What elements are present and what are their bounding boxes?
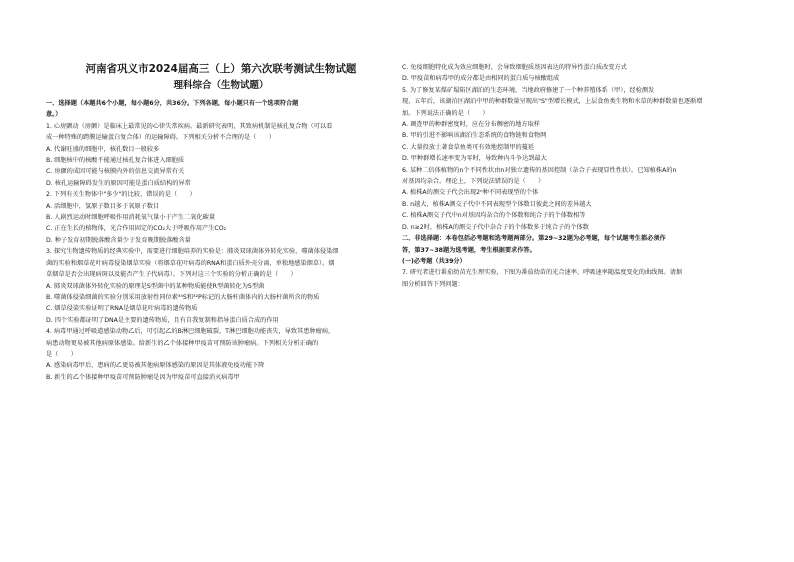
text-line: 3. 探究生物遗传物质的经典实验中，需要进行细胞培养的实验是：肺炎双球菌体外转化实验、噬菌体侵染细 — [46, 248, 339, 256]
text-line: 是（ ） — [46, 350, 77, 358]
page-subtitle: 理科综合（生物试题） — [173, 80, 269, 91]
right-column — [402, 62, 752, 290]
text-line: C. 植株A测交子代中n对基因均杂合的个体数和纯合子的个体数相等 — [402, 212, 586, 220]
text-line: A. 肺炎双球菌体外转化实验的原理是S型菌中的某种物质能使R型菌转化为S型菌 — [46, 282, 265, 290]
left-text-block — [46, 98, 396, 383]
text-line: 4. 病毒甲通过呼吸道感染动物乙后，可引起乙的B淋巴细胞破裂，T淋巴细胞功能丧失，导致其患肿瘤病， — [46, 328, 335, 336]
text-line: B. 甲的引进不影响该湖泊生态系统的食物链和食物网 — [402, 132, 547, 140]
text-line: A. 代谢旺盛的细胞中，核孔数目一般较多 — [46, 145, 160, 153]
text-line: D. 甲种群增长速率变为零时，导致种内斗争达到最大 — [402, 155, 547, 163]
text-line: 1. 心房颤动（房颤）是临床上最常见的心律失常疾病。最新研究表明，其致病机制是核孔复合物（可以看 — [46, 122, 333, 130]
text-line: 2. 下列有关生物体中"多少"的比较，错误的是（ ） — [46, 191, 196, 199]
text-line: C. 正在生长的植物体，光合作用固定的CO₂大于呼吸作用产生CO₂ — [46, 225, 227, 233]
text-line: B. 噬菌体侵染细菌的实验分别采用放射性同位素³⁵S和³²P标记的大肠杆菌体内的大肠杆菌所含的物质 — [46, 293, 320, 301]
text-line: B. 新生的乙个体接种甲疫苗可预防肿瘤是因为甲疫苗可直接消灭病毒甲 — [46, 373, 240, 381]
text-line: B. 细胞核中的核酸不能通过核孔复合体进入细胞质 — [46, 157, 185, 165]
text-line: C. 免疫细胞特化成为效应细胞时，会导致细胞质基因表达的特异性蛋白质改变方式 — [402, 64, 627, 71]
text-line: B. n越大，植株A测交子代中不同表现型个体数目彼此之间的差异越大 — [402, 200, 592, 208]
text-line: D. 四个实验都证明了DNA是主要的遗传物质，且有自我复制和指导蛋白质合成的作用 — [46, 316, 279, 324]
right-text-block — [402, 62, 752, 290]
text-line: 6. 某种二倍体植物的n个不同性状由n对独立遗传的基因控制（杂合子表现显性性状）。已知植株A的n — [402, 166, 677, 174]
text-line: 菌的实验和烟草花叶病毒侵染烟草实验（将烟草花叶病毒的RNA和蛋白质外壳分离，单独地感染烟草）。烟 — [46, 259, 335, 267]
text-line: 答，第37~38题为选考题，考生根据要求作答。 — [402, 246, 536, 254]
text-line: (一)必考题（共39分） — [402, 257, 466, 265]
text-line: 病患动物更易被其他病原体感染。给新生的乙个体接种甲疫苗可预防该肿瘤病。下列相关分析正确的 — [46, 339, 319, 347]
text-line: C. 烟草侵染实验证明了RNA是烟草花叶病毒的遗传物质 — [46, 305, 198, 313]
text-line: A. 植株A的测交子代会出现2ⁿ种不同表现型的个体 — [402, 189, 539, 197]
text-line: A. 活细胞中，氢原子数目多于氧原子数目 — [46, 202, 160, 210]
text-line: D. n≥2时，植株A的测交子代中杂合子的个体数多于纯合子的个体数 — [402, 223, 589, 231]
text-line: 现，五年后，该湖泊区湖泊中甲的种群数量呈现出"S"型增长模式，上层食鱼类生物和水草的种群数量也逐渐增 — [402, 98, 703, 106]
text-line: 一、选择题（本题共6个小题，每小题6分，共36分。下列各题，每小题只有一个选项符合题 — [46, 100, 299, 107]
text-line: C. 大量投放土著食草鱼类可有效地控制甲的蔓延 — [402, 143, 535, 151]
text-line: B. 人剧烈运动时细胞呼吸作用消耗氧气量小于产生二氧化碳量 — [46, 214, 216, 222]
page-title: 河南省巩义市2024届高三（上）第六次联考测试生物试题 — [85, 63, 357, 75]
text-line: A. 调查甲的种群密度时，应在分布稠密的地方取样 — [402, 121, 540, 129]
text-line: 图分析回答下列问题： — [402, 280, 464, 288]
text-line: 成一种特殊的跨膜运输蛋白复合体）的运输障碍。下列相关分析不合理的是（ ） — [46, 134, 275, 142]
text-line: 意。） — [46, 111, 62, 119]
text-line: 5. 为了修复某煤矿塌陷区湖泊的生态环境，当地政府修建了一个种养殖体系（甲），经检测发 — [402, 86, 655, 94]
text-line: 草烟草是否会出现病斑以及能否产生子代病毒）。下列对这三个实验的分析正确的是（ ） — [46, 271, 297, 279]
text-line: 对基因均杂合。理论上，下列说法错误的是（ ） — [402, 178, 545, 186]
text-line: 加。下列说法正确的是（ ） — [402, 109, 489, 117]
text-line: D. 甲疫苗和病毒甲的成分都是由相同的蛋白质与核酸组成 — [402, 75, 560, 83]
text-line: D. 核孔运输障碍发生的原因可能是蛋白质结构的异常 — [46, 179, 191, 187]
text-line: 7. 研究者进行番茄幼苗光生理实验，下图为番茄幼苗的光合速率、呼吸速率随温度变化的曲线图。请据 — [402, 269, 683, 277]
text-line: 二、非选择题：本卷包括必考题和选考题两部分。第29~32题为必考题，每个试题考生都必须作 — [402, 235, 666, 243]
text-line: A. 感染病毒甲后，患病的乙更易被其他病原体感染的原因是其体液免疫功能下降 — [46, 362, 265, 370]
text-line: D. 种子发育初期脱落酸含量少于发育晚期脱落酸含量 — [46, 236, 191, 244]
text-line: C. 房颤的成因可能与核膜内外的信息交流异常有关 — [46, 168, 185, 176]
left-column — [46, 62, 396, 383]
